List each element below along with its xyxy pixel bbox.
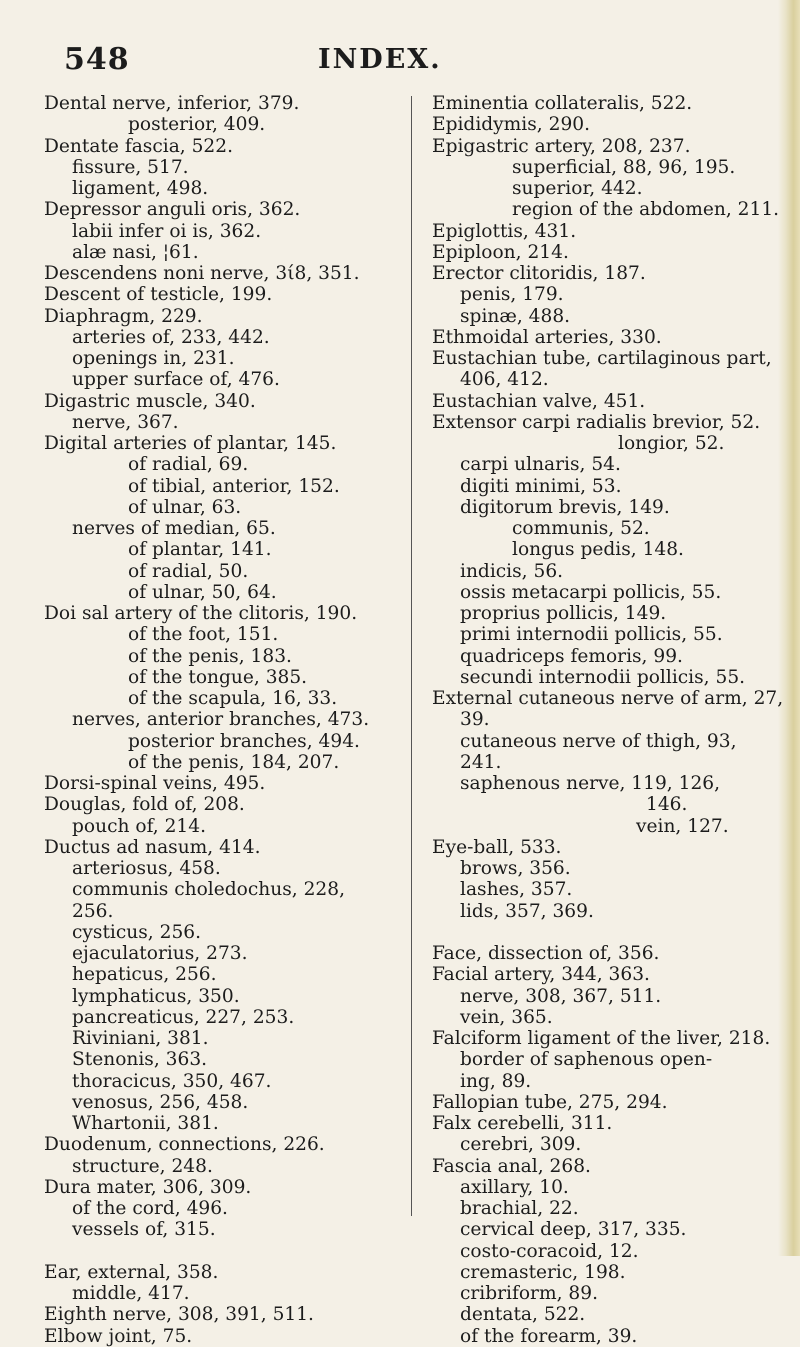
index-subentry: of ulnar, 50, 64. [128, 581, 277, 603]
index-entry: Dentate fascia, 522. [44, 135, 234, 157]
index-entry: Ethmoidal arteries, 330. [432, 326, 662, 348]
index-subentry: fissure, 517. [72, 156, 189, 178]
index-subentry: ejaculatorius, 273. [72, 943, 248, 964]
index-subentry: hepaticus, 256. [72, 964, 217, 986]
index-subentry: region of the abdomen, 211. [512, 199, 780, 221]
index-subentry: labii infer oi is, 362. [72, 220, 262, 242]
page-number: 548 [64, 42, 130, 77]
index-entry: Dental nerve, inferior, 379. [44, 93, 300, 114]
index-entry: Duodenum, connections, 226. [44, 1134, 325, 1156]
index-subentry: of the scapula, 16, 33. [128, 688, 338, 709]
index-subentry: of the tongue, 385. [128, 666, 308, 688]
index-subentry: of the foot, 151. [128, 624, 279, 646]
index-column-right [428, 93, 792, 1347]
index-subentry: ossis metacarpi pollicis, 55. [460, 581, 722, 603]
index-subentry: vein, 365. [460, 1006, 553, 1028]
index-subentry: saphenous nerve, 119, 126, [460, 773, 721, 794]
index-subentry: carpi ulnaris, 54. [460, 454, 621, 476]
index-entry: Digastric muscle, 340. [44, 390, 256, 412]
index-subentry: digitorum brevis, 149. [460, 496, 670, 518]
index-subentry: upper surface of, 476. [72, 369, 280, 391]
index-subentry: primi internodii pollicis, 55. [460, 624, 723, 646]
index-subentry: Stenonis, 363. [72, 1049, 208, 1071]
index-entry: Ear, external, 358. [44, 1261, 219, 1283]
index-entry: External cutaneous nerve of arm, 27, [432, 688, 784, 709]
index-entry: Eminentia collateralis, 522. [432, 93, 693, 114]
section-gap [40, 1241, 400, 1262]
index-subentry: Whartonii, 381. [72, 1113, 219, 1134]
index-subentry: border of saphenous open- [460, 1049, 713, 1071]
page-title: INDEX. [318, 44, 442, 75]
index-entry: Douglas, fold of, 208. [44, 794, 245, 816]
index-entry: Falx cerebelli, 311. [432, 1113, 613, 1134]
index-entry: Fallopian tube, 275, 294. [432, 1091, 668, 1113]
index-subentry: Riviniani, 381. [72, 1028, 209, 1049]
index-subentry: axillary, 10. [460, 1176, 569, 1198]
index-entry: Epiglottis, 431. [432, 220, 577, 242]
index-subentry: ing, 89. [460, 1070, 532, 1092]
index-subentry: vessels of, 315. [72, 1219, 216, 1241]
index-subentry: communis choledochus, 228, [72, 879, 345, 901]
index-subentry: digiti minimi, 53. [460, 475, 622, 497]
index-subentry: structure, 248. [72, 1155, 213, 1177]
index-entry: Extensor carpi radialis brevior, 52. [432, 411, 761, 433]
index-subentry: cervical deep, 317, 335. [460, 1219, 687, 1241]
index-subentry: nerve, 308, 367, 511. [460, 985, 662, 1007]
index-subentry: 241. [460, 751, 502, 773]
index-subentry: of tibial, anterior, 152. [128, 475, 340, 497]
index-subentry: nerves, anterior branches, 473. [72, 709, 370, 731]
index-subentry: brows, 356. [460, 858, 571, 879]
index-subentry: superficial, 88, 96, 195. [512, 156, 736, 178]
index-subentry: longior, 52. [618, 433, 725, 454]
index-subentry: ligament, 498. [72, 178, 209, 199]
index-entry: Elbow joint, 75. [44, 1325, 193, 1347]
index-entry: Epididymis, 290. [432, 114, 591, 136]
index-subentry: cribriform, 89. [460, 1283, 598, 1304]
index-entry: Erector clitoridis, 187. [432, 263, 646, 284]
index-entry: Digital arteries of plantar, 145. [44, 433, 337, 454]
index-subentry: of the forearm, 39. [460, 1325, 638, 1347]
index-subentry: lashes, 357. [460, 879, 573, 901]
index-subentry: of plantar, 141. [128, 539, 272, 561]
index-subentry: proprius pollicis, 149. [460, 603, 667, 624]
index-entry: Falciform ligament of the liver, 218. [432, 1028, 771, 1049]
index-entry: Epigastric artery, 208, 237. [432, 135, 691, 157]
index-subentry: penis, 179. [460, 284, 564, 306]
index-entry: Diaphragm, 229. [44, 305, 203, 327]
index-subentry: nerve, 367. [72, 411, 179, 433]
index-subentry: longus pedis, 148. [512, 539, 684, 561]
index-subentry: brachial, 22. [460, 1198, 579, 1219]
index-entry: Doi sal artery of the clitoris, 190. [44, 603, 358, 624]
index-entry: Ductus ad nasum, 414. [44, 836, 261, 858]
index-subentry: 39. [460, 709, 490, 731]
index-entry: Eye-ball, 533. [432, 836, 562, 858]
index-subentry: 256. [72, 900, 114, 922]
page-header [0, 42, 800, 82]
index-subentry: indicis, 56. [460, 560, 564, 582]
index-subentry: cysticus, 256. [72, 921, 202, 943]
index-subentry: spinæ, 488. [460, 305, 571, 327]
index-subentry: quadriceps femoris, 99. [460, 645, 683, 667]
index-subentry: communis, 52. [512, 518, 650, 539]
index-entry: Fascia anal, 268. [432, 1155, 591, 1177]
index-column-left [40, 93, 400, 1347]
index-entry: Facial artery, 344, 363. [432, 964, 650, 986]
index-subentry: alæ nasi, ¦61. [72, 241, 199, 263]
index-entry: Face, dissection of, 356. [432, 943, 660, 964]
index-subentry: 146. [646, 794, 688, 816]
index-subentry: vein, 127. [636, 815, 729, 837]
index-subentry: of ulnar, 63. [128, 496, 242, 518]
index-subentry: arteriosus, 458. [72, 858, 221, 879]
index-entry: Eustachian valve, 451. [432, 390, 646, 412]
index-entry: Dura mater, 306, 309. [44, 1176, 252, 1198]
index-subentry: secundi internodii pollicis, 55. [460, 666, 746, 688]
index-subentry: arteries of, 233, 442. [72, 326, 270, 348]
index-entry: Epiploon, 214. [432, 241, 569, 263]
index-subentry: cremasteric, 198. [460, 1261, 626, 1283]
index-subentry: superior, 442. [512, 178, 643, 199]
index-subentry: venosus, 256, 458. [72, 1091, 249, 1113]
index-subentry: nerves of median, 65. [72, 518, 276, 539]
index-entry: Dorsi-spinal veins, 495. [44, 773, 266, 794]
index-entry: Descent of testicle, 199. [44, 284, 273, 306]
index-subentry: openings in, 231. [72, 348, 235, 369]
index-subentry: 406, 412. [460, 369, 549, 391]
index-subentry: lymphaticus, 350. [72, 985, 240, 1007]
index-subentry: of the penis, 183. [128, 645, 292, 667]
index-subentry: pancreaticus, 227, 253. [72, 1006, 295, 1028]
index-entry: Descendens noni nerve, 3ί8, 351. [44, 263, 360, 284]
index-entry: Depressor anguli oris, 362. [44, 199, 301, 221]
section-gap [428, 922, 792, 943]
index-subentry: pouch of, 214. [72, 815, 207, 837]
index-subentry: of radial, 50. [128, 560, 249, 582]
index-entry: Eighth nerve, 308, 391, 511. [44, 1304, 314, 1326]
index-subentry: posterior branches, 494. [128, 730, 360, 752]
index-subentry: middle, 417. [72, 1283, 190, 1304]
column-divider [411, 96, 412, 1216]
index-entry: Eustachian tube, cartilaginous part, [432, 348, 772, 369]
index-subentry: lids, 357, 369. [460, 900, 594, 922]
index-subentry: cerebri, 309. [460, 1134, 582, 1156]
index-subentry: of the cord, 496. [72, 1198, 228, 1219]
index-subentry: dentata, 522. [460, 1304, 586, 1326]
index-subentry: of the penis, 184, 207. [128, 751, 340, 773]
index-subentry: costo-coracoid, 12. [460, 1240, 639, 1262]
index-subentry: of radial, 69. [128, 454, 249, 476]
index-subentry: posterior, 409. [128, 114, 266, 136]
index-subentry: thoracicus, 350, 467. [72, 1070, 272, 1092]
index-subentry: cutaneous nerve of thigh, 93, [460, 730, 737, 752]
